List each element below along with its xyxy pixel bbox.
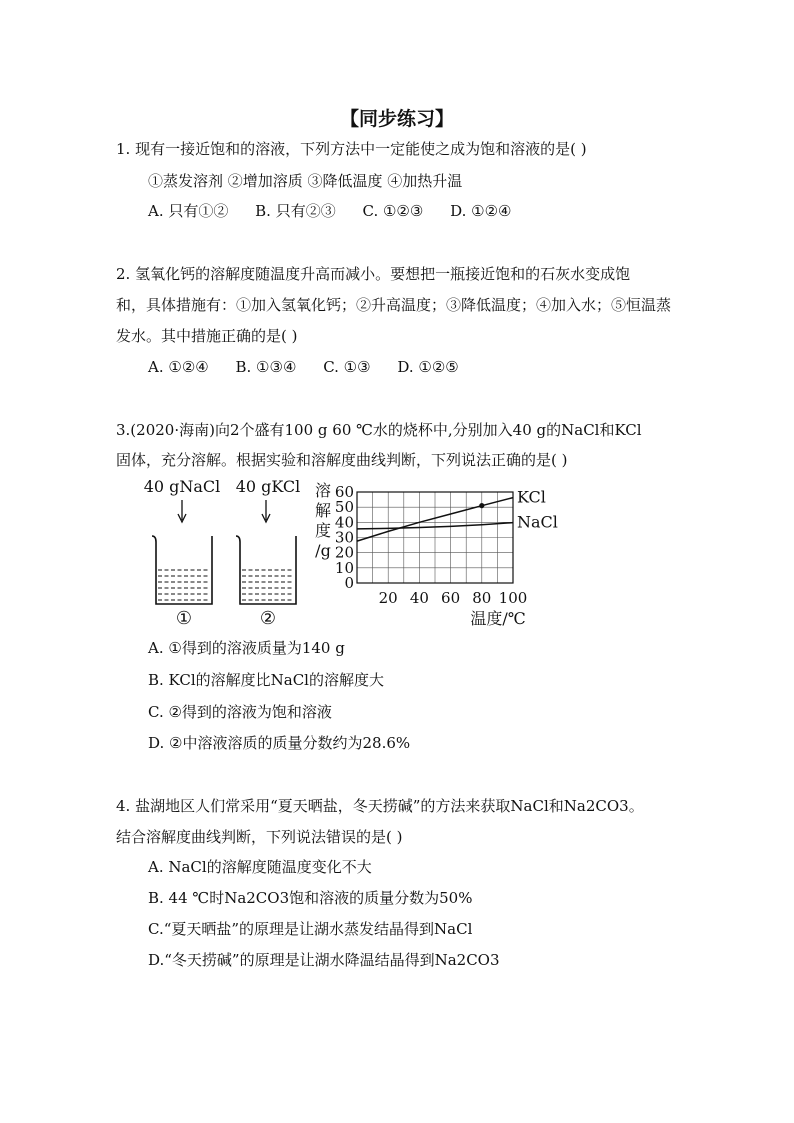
x-tick-label: 20	[378, 589, 398, 607]
y-tick-label: 20	[334, 543, 354, 562]
y-axis-label-char: 度	[314, 521, 332, 540]
x-tick-label: 60	[441, 589, 461, 607]
q4-option-b[interactable]: B. 44 ℃时Na2CO3饱和溶液的质量分数为50%	[148, 889, 473, 907]
y-tick-label: 0	[344, 574, 354, 592]
q3-option-c[interactable]: C. ②得到的溶液为饱和溶液	[148, 703, 332, 721]
y-tick-label: 40	[334, 513, 354, 532]
beaker-1	[144, 477, 221, 629]
q2-option-c[interactable]: C. ①③	[323, 358, 371, 376]
q1-option-d[interactable]: D. ①②④	[450, 202, 512, 220]
x-tick-label: 80	[472, 589, 492, 607]
q2-option-d[interactable]: D. ①②⑤	[397, 358, 459, 376]
q1-options	[148, 201, 533, 221]
q3-option-b[interactable]: B. KCl的溶解度比NaCl的溶解度大	[148, 671, 384, 689]
y-tick-label: 60	[334, 483, 354, 501]
q2-stem-line-3: 发水。其中措施正确的是( )	[116, 327, 298, 345]
q3-option-d[interactable]: D. ②中溶液溶质的质量分数约为28.6%	[148, 734, 411, 752]
q1-option-b[interactable]: B. 只有②③	[255, 202, 336, 220]
experiment-figure	[140, 476, 600, 636]
q4-option-c[interactable]: C.“夏天晒盐”的原理是让湖水蒸发结晶得到NaCl	[148, 920, 473, 938]
beaker-1-number: ①	[175, 608, 193, 629]
y-tick-label: 50	[334, 498, 354, 517]
beaker-1-label: 40 gNaCl	[143, 477, 221, 496]
x-axis-label: 温度/℃	[470, 609, 526, 628]
q4-stem-line-1: 4. 盐湖地区人们常采用“夏天晒盐，冬天捞碱”的方法来获取NaCl和Na2CO3。	[116, 797, 644, 815]
q4-option-a[interactable]: A. NaCl的溶解度随温度变化不大	[148, 858, 372, 876]
data-point-kcl	[479, 503, 484, 508]
beaker-2	[236, 477, 301, 629]
q2-options	[148, 357, 481, 377]
q1-methods: ①蒸发溶剂 ②增加溶质 ③降低温度 ④加热升温	[148, 172, 463, 190]
q2-stem-line-2: 和，具体措施有：①加入氢氧化钙；②升高温度；③降低温度；④加入水；⑤恒温蒸	[116, 296, 672, 314]
beaker-2-label: 40 gKCl	[235, 477, 301, 496]
y-tick-label: 30	[334, 528, 354, 547]
q1-option-c[interactable]: C. ①②③	[362, 202, 424, 220]
beaker-1-liquid	[158, 570, 210, 600]
series-label-nacl: NaCl	[517, 512, 558, 532]
x-tick-label: 100	[498, 589, 528, 607]
y-tick-label: 10	[334, 558, 354, 577]
series-label-kcl: KCl	[517, 487, 546, 507]
q4-stem-line-2: 结合溶解度曲线判断，下列说法错误的是( )	[116, 828, 403, 846]
solubility-chart	[315, 481, 558, 628]
q3-stem-line-1: 3.(2020·海南)向2个盛有100 g 60 ℃水的烧杯中,分别加入40 g的NaCl和KCl	[116, 421, 642, 439]
q1-option-a[interactable]: A. 只有①②	[148, 202, 229, 220]
y-axis-label-char: /g	[315, 541, 331, 560]
x-tick-label: 40	[409, 589, 429, 607]
q3-stem-line-2: 固体，充分溶解。根据实验和溶解度曲线判断，下列说法正确的是( )	[116, 451, 568, 469]
q2-option-a[interactable]: A. ①②④	[148, 358, 209, 376]
y-axis-label-char: 溶	[314, 481, 332, 500]
q1-stem: 1. 现有一接近饱和的溶液，下列方法中一定能使之成为饱和溶液的是( )	[116, 140, 587, 158]
beaker-2-liquid	[242, 570, 294, 600]
q2-stem-line-1: 2. 氢氧化钙的溶解度随温度升高而减小。要想把一瓶接近饱和的石灰水变成饱	[116, 265, 631, 283]
q4-option-d[interactable]: D.“冬天捞碱”的原理是让湖水降温结晶得到Na2CO3	[148, 951, 500, 969]
q3-option-a[interactable]: A. ①得到的溶液质量为140 g	[148, 639, 345, 657]
page-title: 【同步练习】	[339, 108, 454, 130]
q2-option-b[interactable]: B. ①③④	[235, 358, 297, 376]
y-axis-label-char: 解	[314, 501, 332, 520]
beaker-2-number: ②	[259, 608, 277, 629]
